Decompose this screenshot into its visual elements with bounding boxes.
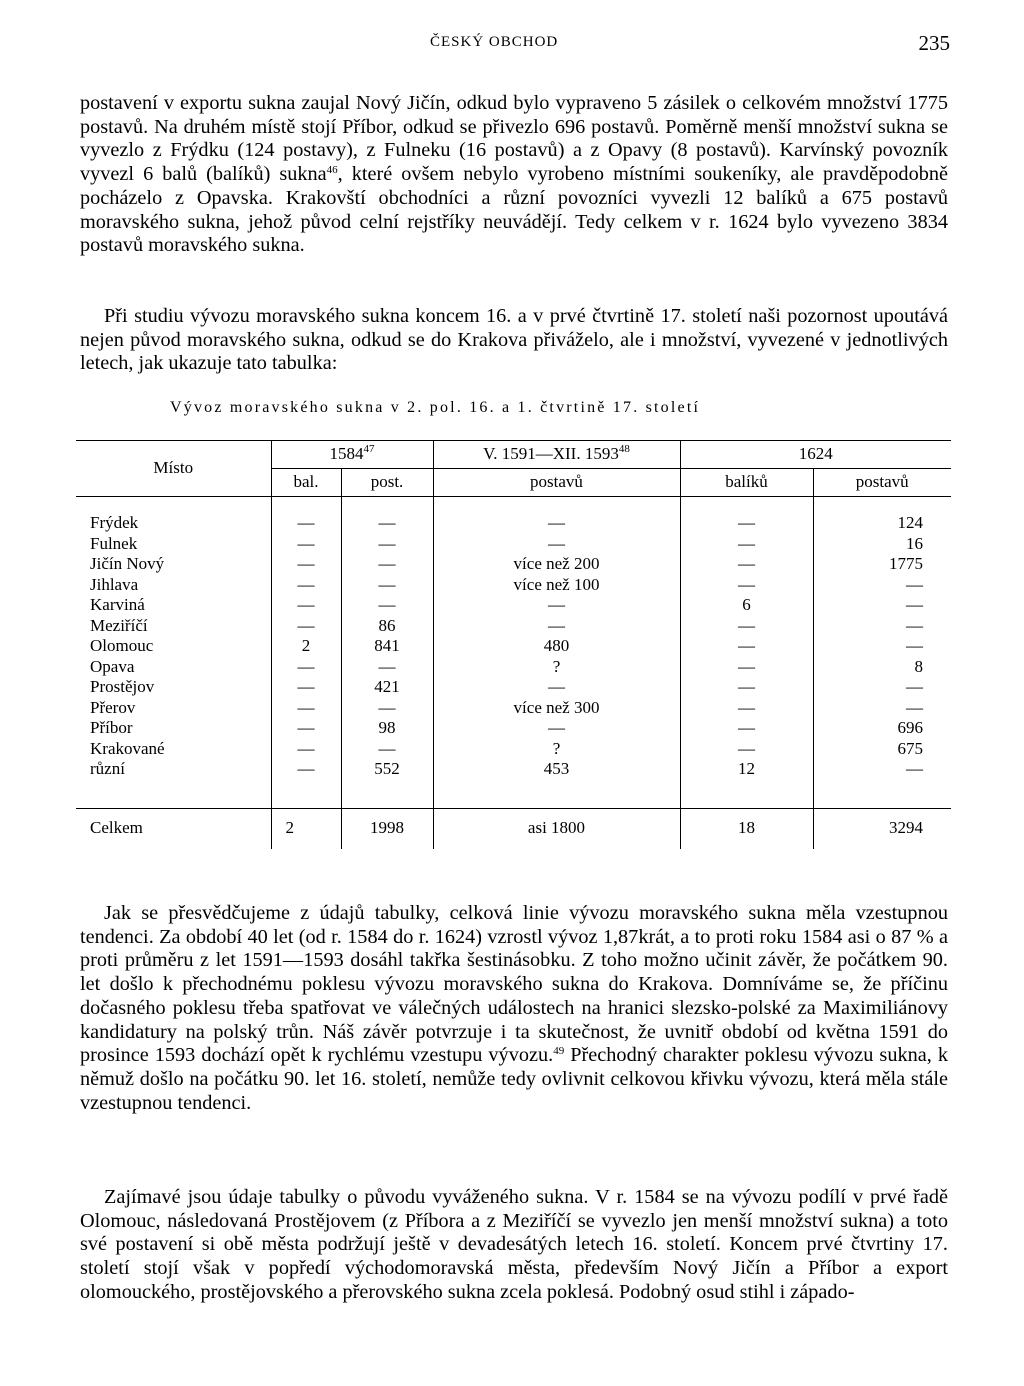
cell: — (341, 575, 433, 596)
footnote-ref-49: 49 (553, 1045, 565, 1058)
table-row (76, 534, 951, 555)
cell: — (906, 697, 923, 717)
cell: 16 (906, 533, 923, 553)
cell: ? (433, 739, 680, 760)
paragraph-1 (80, 92, 948, 258)
cell: 480 (433, 636, 680, 657)
cell: 675 (897, 738, 923, 758)
cell: — (680, 698, 813, 719)
cell: 8 (914, 656, 923, 676)
paragraph-1-tail: , které ovšem nebylo vyrobeno místními soukeníky, ale pravděpodobně pocházelo z Opavska. Krakovští obchodníci a různí povozníci vyvezli 12 balíků a 675 postavů moravského sukna, jehož původ celní rejstříky neuvádějí. Tedy celkem v r. 1624 bylo vyvezeno 3834 postavů moravského sukna. (80, 163, 948, 257)
footnote-ref-47: 47 (363, 443, 375, 456)
cell: — (433, 595, 680, 616)
table-row (76, 595, 951, 616)
cell: 12 (680, 759, 813, 780)
cell: — (271, 534, 341, 555)
cell: — (271, 718, 341, 739)
total-row (76, 808, 951, 849)
cell: — (341, 513, 433, 534)
table-row (76, 616, 951, 637)
subheader-post: post. (341, 469, 433, 497)
cell: 124 (897, 513, 923, 532)
cell: — (906, 595, 923, 614)
cell: — (271, 698, 341, 719)
cell: — (906, 677, 923, 696)
cell: 696 (897, 718, 923, 737)
export-table (76, 440, 951, 849)
row-place: Opava (76, 657, 271, 678)
running-title: ČESKÝ OBCHOD (430, 34, 559, 50)
page-number: 235 (918, 31, 950, 55)
table-row (76, 636, 951, 657)
paragraph-2: Při studiu vývozu moravského sukna koncem 16. a v prvé čtvrtině 17. století naši pozornost upoutává nejen původ moravského sukna, odkud se do Krakova přiváželo, ale i množství, vyvezené v jednotlivých letech, jak ukazuje tato tabulka: (80, 305, 948, 375)
table-row (76, 657, 951, 678)
cell: — (433, 616, 680, 637)
cell: — (906, 759, 923, 778)
row-place: Krakované (76, 739, 271, 760)
cell: — (680, 534, 813, 555)
cell: — (341, 739, 433, 760)
cell: 2 (271, 636, 341, 657)
cell: — (906, 574, 923, 594)
cell: — (680, 513, 813, 534)
total-cell: 1998 (341, 808, 433, 849)
cell: — (341, 657, 433, 678)
row-place: Meziříčí (76, 616, 271, 637)
table-row (76, 759, 951, 780)
cell: — (271, 677, 341, 698)
cell: — (271, 575, 341, 596)
paragraph-4: Zajímavé jsou údaje tabulky o původu vyváženého sukna. V r. 1584 se na vývozu podílí v prvé řadě Olomouc, následovaná Prostějovem (z Příbora a z Meziříčí se vyvezlo jen menší množství sukna) a toto své postavení si obě města podržují ještě v devadesátých letech 16. století. Koncem prvé čtvrtiny 17. století stojí však v popředí východomoravská města, především Nový Jičín a Příbor a export olomouckého, prostějovského a přerovského sukna zcela poklesá. Podobný osud stihl i západo- (80, 1186, 948, 1303)
subheader-postavu: postavů (433, 469, 680, 497)
row-place: Prostějov (76, 677, 271, 698)
row-place: Jihlava (76, 575, 271, 596)
cell: — (906, 615, 923, 635)
row-place: Karviná (76, 595, 271, 616)
cell: 86 (341, 616, 433, 637)
cell: — (433, 718, 680, 739)
cell: — (271, 554, 341, 575)
header-place: Místo (76, 441, 271, 497)
cell: 453 (433, 759, 680, 780)
total-cell: asi 1800 (433, 808, 680, 849)
cell: — (271, 657, 341, 678)
paragraph-1-text: postavení v exportu sukna zaujal Nový Jičín, odkud bylo vypraveno 5 zásilek o celkovém množství 1775 postavů. Na druhém místě stojí Příbor, odkud se přivezlo 696 postavů. Poměrně menší množství sukna se vyvezlo z Frýdku (124 postavy), z Fulneku (16 postavů) a z Opavy (8 postavů). Karvínský povozník vyvezl 6 balů (balíků) sukna (80, 92, 948, 186)
row-place: různí (76, 759, 271, 780)
footnote-ref-46: 46 (326, 164, 338, 177)
cell: — (271, 739, 341, 760)
cell: — (680, 657, 813, 678)
table-row (76, 554, 951, 575)
cell: — (680, 616, 813, 637)
header-1584 (271, 441, 433, 469)
cell: 1775 (889, 554, 923, 573)
cell: více než 200 (433, 554, 680, 575)
cell: — (271, 513, 341, 534)
total-label: Celkem (76, 808, 271, 849)
subheader-postavu-1624: postavů (855, 472, 909, 492)
table-row (76, 677, 951, 698)
cell: — (680, 575, 813, 596)
row-place: Frýdek (76, 513, 271, 534)
row-place: Fulnek (76, 534, 271, 555)
cell: — (341, 698, 433, 719)
subheader-baliku: balíků (680, 469, 813, 497)
table-row (76, 718, 951, 739)
footnote-ref-48: 48 (618, 443, 630, 456)
cell: — (680, 636, 813, 657)
cell: 421 (341, 677, 433, 698)
paragraph-3-text: Jak se přesvědčujeme z údajů tabulky, celková linie vývozu moravského sukna měla vzestupnou tendenci. Za období 40 let (od r. 1584 do r. 1624) vzrostl vývoz 1,87krát, a to proti roku 1584 asi o 87 % a proti průměru z let 1591—1593 dosáhl takřka šestinásobku. Z toho možno učinit závěr, že počátkem 90. let došlo k přechodnému poklesu vývozu moravského sukna do Krakova. Domníváme se, že příčinu dočasného poklesu třeba spatřovat ve válečných událostech na hranici slezsko-polské za Maximiliánovy kandidatury na polský trůn. Náš závěr potvrzuje i ta skutečnost, že uvnitř období od května 1591 do prosince 1593 dochází opět k rychlému vzestupu vývozu. (80, 902, 948, 1067)
cell: ? (433, 657, 680, 678)
cell: — (341, 595, 433, 616)
cell: více než 300 (433, 698, 680, 719)
total-cell: 3294 (813, 808, 951, 849)
cell: — (271, 759, 341, 780)
cell: 98 (341, 718, 433, 739)
row-place: Přerov (76, 698, 271, 719)
header-1624: 1624 (680, 441, 951, 469)
cell: — (271, 616, 341, 637)
subheader-bal: bal. (271, 469, 341, 497)
cell: — (433, 513, 680, 534)
table-row (76, 513, 951, 534)
year-1591: V. 1591—XII. 1593 (483, 444, 619, 464)
table-row (76, 739, 951, 760)
total-cell: 2 (271, 808, 341, 849)
cell: 6 (680, 595, 813, 616)
table-caption: Vývoz moravského sukna v 2. pol. 16. a 1. čtvrtině 17. století (170, 399, 701, 416)
cell: více než 100 (433, 575, 680, 596)
paragraph-3-tail: Přechodný charakter poklesu vývozu sukna, k němuž došlo na počátku 90. let 16. století, nemůže tedy ovlivnit celkovou křivku vývozu, která měla stále vzestupnou tendenci. (80, 1044, 948, 1114)
header-1591 (433, 441, 680, 469)
cell: 841 (341, 636, 433, 657)
row-place: Jičín Nový (76, 554, 271, 575)
row-place: Příbor (76, 718, 271, 739)
cell: — (680, 718, 813, 739)
cell: — (341, 554, 433, 575)
cell: — (680, 677, 813, 698)
table-row (76, 575, 951, 596)
running-head (80, 31, 950, 58)
row-place: Olomouc (76, 636, 271, 657)
cell: — (680, 554, 813, 575)
cell: — (433, 534, 680, 555)
paragraph-3 (80, 902, 948, 1115)
cell: — (341, 534, 433, 555)
cell: — (433, 677, 680, 698)
cell: — (906, 636, 923, 655)
cell: 552 (341, 759, 433, 780)
table-row (76, 698, 951, 719)
cell: — (271, 595, 341, 616)
total-cell: 18 (680, 808, 813, 849)
cell: — (680, 739, 813, 760)
year-1584: 1584 (329, 444, 364, 464)
